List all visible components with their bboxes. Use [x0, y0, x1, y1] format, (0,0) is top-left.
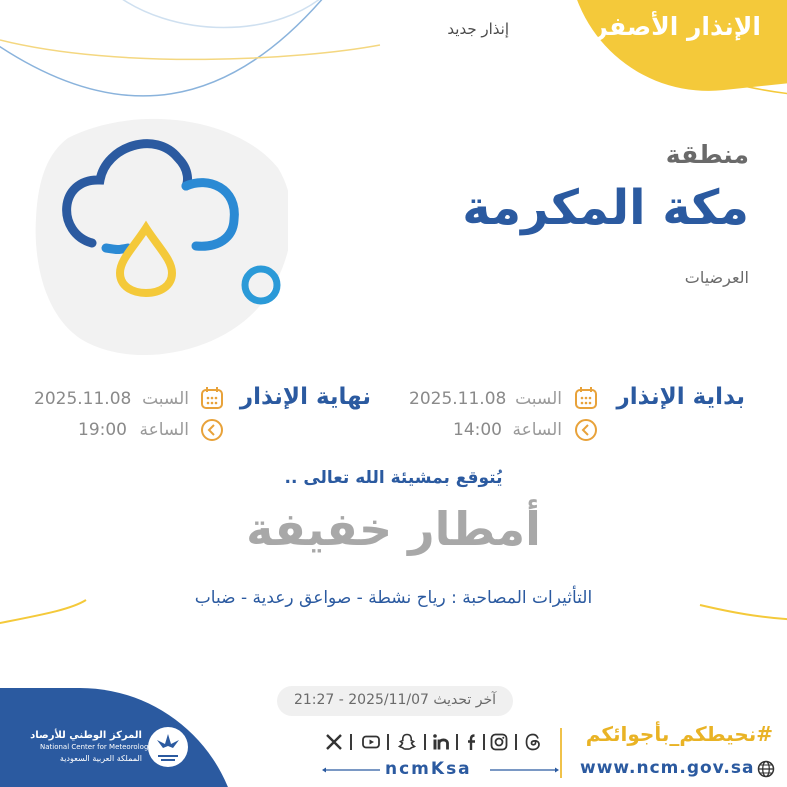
- bg-curve-yellow: [0, 40, 380, 59]
- bg-curve-light: [110, 0, 330, 28]
- divider: [456, 734, 458, 750]
- divider: [424, 734, 426, 750]
- snapchat-icon[interactable]: [398, 733, 416, 751]
- forecast-headline: أمطار خفيفة: [246, 502, 541, 556]
- warning-status: إنذار جديد: [447, 20, 509, 38]
- start-time: 14:00: [453, 420, 502, 440]
- last-updated: آخر تحديث 2025/11/07 - 21:27: [293, 692, 497, 708]
- calendar-icon: [200, 386, 224, 410]
- end-date: 2025.11.08: [34, 389, 132, 409]
- divider: [387, 734, 389, 750]
- divider: [483, 734, 485, 750]
- clock-icon: [574, 418, 598, 442]
- start-date: 2025.11.08: [409, 389, 507, 409]
- org-name-en: National Center for Meteorology: [40, 743, 153, 751]
- ncm-logo-icon: [147, 726, 189, 768]
- globe-icon: [757, 760, 775, 778]
- subregion: العرضيات: [684, 268, 749, 287]
- end-title: نهاية الإنذار: [239, 384, 371, 410]
- youtube-icon[interactable]: [362, 733, 380, 751]
- start-title: بداية الإنذار: [616, 384, 745, 410]
- end-time-label: الساعة: [139, 420, 189, 440]
- facebook-icon[interactable]: [463, 733, 481, 751]
- weather-icon-area: [28, 108, 288, 364]
- warning-level-badge: الإنذار الأصفر: [593, 12, 761, 41]
- org-country: المملكة العربية السعودية: [59, 754, 142, 763]
- end-day: السبت: [142, 389, 189, 409]
- threads-icon[interactable]: [524, 733, 542, 751]
- bg-curve-blue: [0, 0, 330, 96]
- divider: [350, 734, 352, 750]
- end-time: 19:00: [78, 420, 127, 440]
- org-name-ar: المركز الوطني للأرصاد: [30, 730, 142, 741]
- start-day: السبت: [515, 389, 562, 409]
- linkedin-icon[interactable]: [432, 733, 450, 751]
- divider: [515, 734, 517, 750]
- social-handle[interactable]: ncmKsa: [385, 759, 472, 779]
- footer-divider: [560, 728, 562, 778]
- forecast-effects: التأثيرات المصاحبة : رياح نشطة - صواعق رعدية - ضباب: [194, 588, 593, 608]
- clock-icon: [200, 418, 224, 442]
- start-time-label: الساعة: [512, 420, 562, 440]
- region-name: مكة المكرمة: [462, 180, 749, 236]
- hashtag[interactable]: #نحيطكم_بأجوائكم: [585, 722, 773, 746]
- instagram-icon[interactable]: [490, 733, 508, 751]
- region-label: منطقة: [665, 140, 749, 169]
- website-link[interactable]: www.ncm.gov.sa: [580, 758, 755, 778]
- x-icon[interactable]: [325, 733, 343, 751]
- forecast-intro: يُتوقع بمشيئة الله تعالى ..: [284, 468, 503, 488]
- calendar-icon: [574, 386, 598, 410]
